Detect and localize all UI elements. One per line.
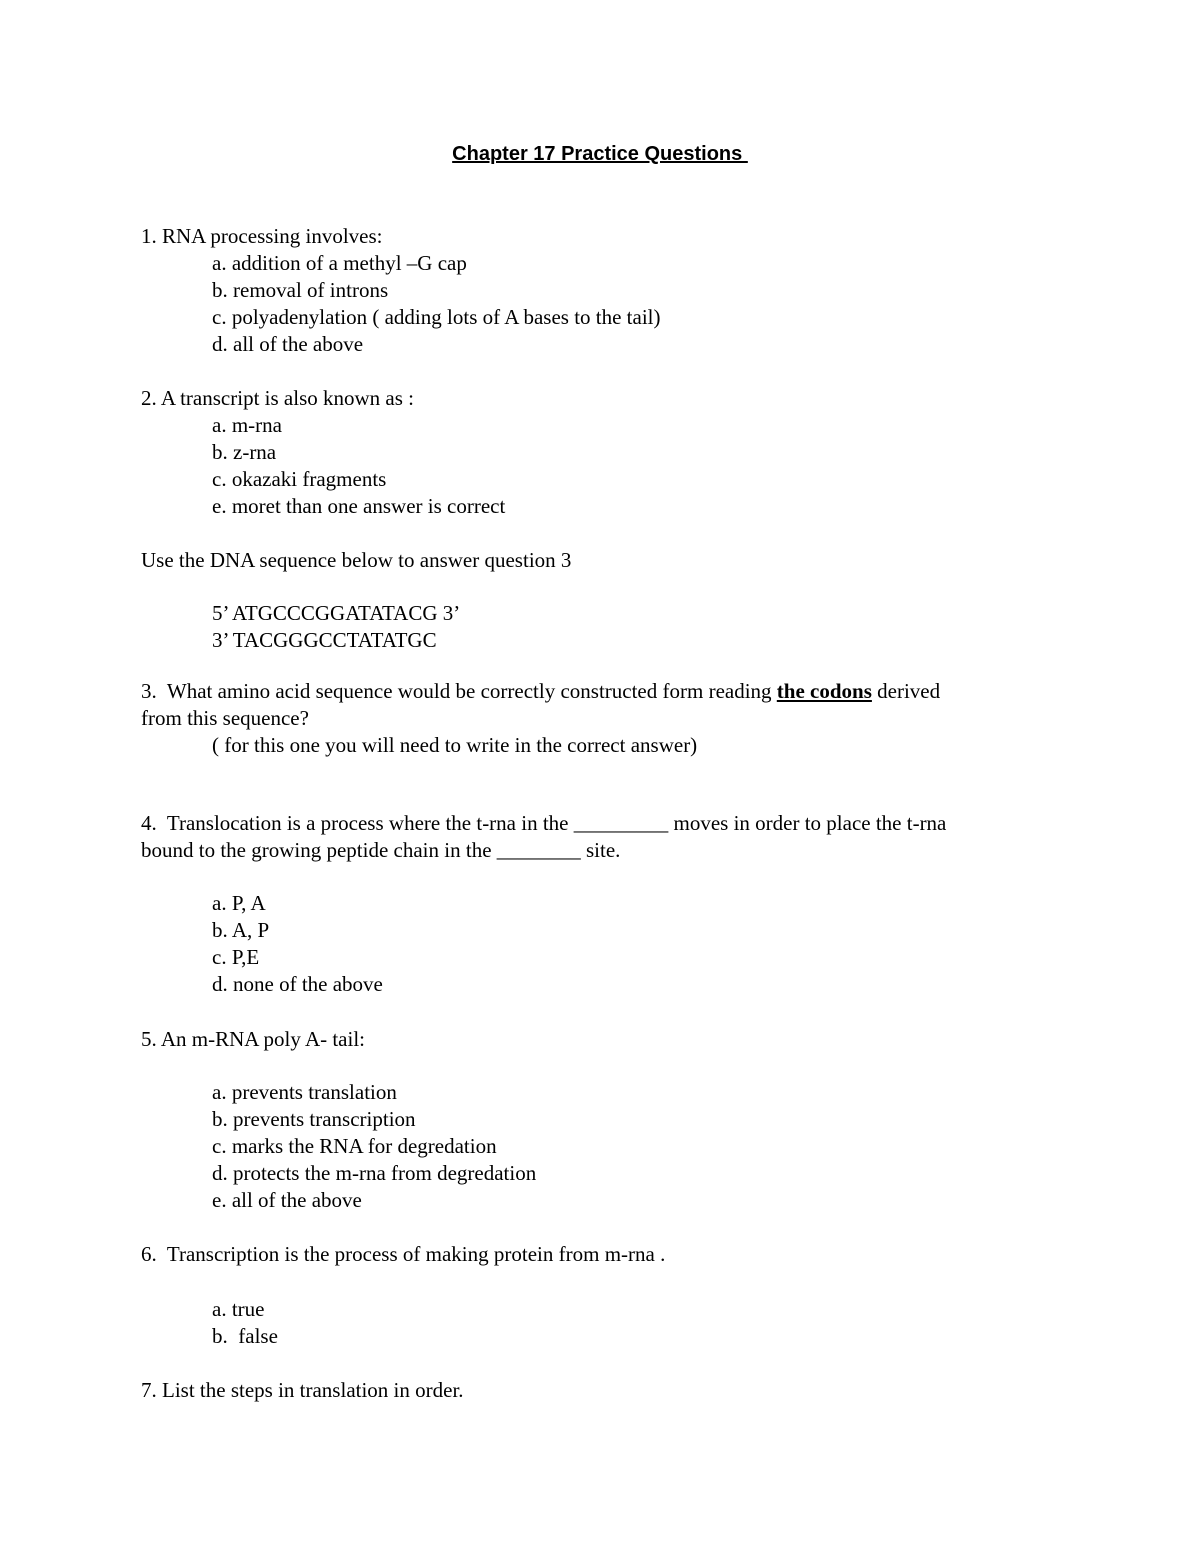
question-4-option-b: b. A, P bbox=[212, 918, 270, 942]
question-3-prompt-tail: derived bbox=[871, 679, 941, 703]
question-4-option-a: a. P, A bbox=[212, 891, 266, 915]
question-3-prompt-line2: from this sequence? bbox=[141, 706, 309, 730]
question-6-prompt: 6. Transcription is the process of making protein from m-rna . bbox=[141, 1242, 666, 1266]
question-2-option-b: b. z-rna bbox=[212, 440, 277, 464]
question-1-option-d: d. all of the above bbox=[212, 332, 364, 356]
dna-strand-3-prime: 3’ TACGGGCCTATATGC bbox=[212, 628, 437, 652]
question-1-prompt: 1. RNA processing involves: bbox=[141, 224, 383, 248]
sequence-instruction: Use the DNA sequence below to answer question 3 bbox=[141, 548, 572, 572]
question-5-option-d: d. protects the m-rna from degredation bbox=[212, 1161, 537, 1185]
question-3-emphasis: the codons bbox=[776, 679, 872, 703]
question-1-option-c: c. polyadenylation ( adding lots of A bases to the tail) bbox=[212, 305, 661, 329]
question-6-option-b: b. false bbox=[212, 1324, 278, 1348]
dna-strand-5-prime: 5’ ATGCCCGGATATACG 3’ bbox=[212, 601, 461, 625]
question-1-option-b: b. removal of introns bbox=[212, 278, 389, 302]
question-7-prompt: 7. List the steps in translation in order. bbox=[141, 1378, 464, 1402]
question-4-prompt-line2: bound to the growing peptide chain in the ________ site. bbox=[141, 838, 621, 862]
question-4-option-c: c. P,E bbox=[212, 945, 260, 969]
question-2-option-c: c. okazaki fragments bbox=[212, 467, 387, 491]
question-4-option-d: d. none of the above bbox=[212, 972, 383, 996]
question-5-prompt: 5. An m-RNA poly A- tail: bbox=[141, 1027, 366, 1051]
question-5-option-a: a. prevents translation bbox=[212, 1080, 397, 1104]
question-3-note: ( for this one you will need to write in the correct answer) bbox=[212, 733, 698, 757]
question-5-option-b: b. prevents transcription bbox=[212, 1107, 416, 1131]
question-2-option-a: a. m-rna bbox=[212, 413, 282, 437]
question-1-option-a: a. addition of a methyl –G cap bbox=[212, 251, 467, 275]
question-3-prompt bbox=[141, 677, 940, 705]
question-5-option-e: e. all of the above bbox=[212, 1188, 362, 1212]
question-4-prompt: 4. Translocation is a process where the t-rna in the _________ moves in order to place the t-rna bbox=[141, 811, 947, 835]
question-6-option-a: a. true bbox=[212, 1297, 265, 1321]
question-5-option-c: c. marks the RNA for degredation bbox=[212, 1134, 497, 1158]
question-2-option-e: e. moret than one answer is correct bbox=[212, 494, 506, 518]
question-2-prompt: 2. A transcript is also known as : bbox=[141, 386, 414, 410]
question-3-prompt-text: 3. What amino acid sequence would be correctly constructed form reading bbox=[141, 679, 777, 703]
page-title: Chapter 17 Practice Questions bbox=[452, 143, 748, 165]
